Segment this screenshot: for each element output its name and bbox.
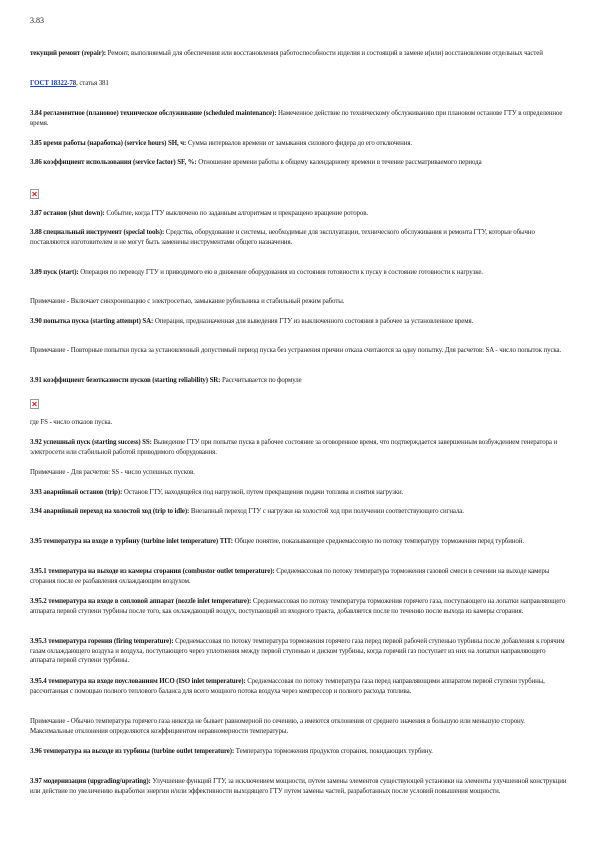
term-paragraph-repair [30, 49, 568, 59]
term-label: 3.95.3 температура горения (firing temperature): [30, 638, 174, 645]
term-definition: Сумма интервалов времени от замыкания силового фидера до его отключения. [186, 140, 413, 147]
term-paragraph-3-96 [30, 747, 568, 757]
term-definition: Улучшение функций ГТУ, за исключением мощности, путем замены элементов существующей установки на элементы улучшенной конструкции или действие по увеличению выработки энергии и/или эффективности выходящего ГТУ путем замены частей, разработанных после условий повышения мощности. [30, 778, 567, 795]
term-paragraph-3-89 [30, 268, 568, 278]
term-label: 3.95.2 температура на входе в сопловой аппарат (nozzle inlet temperature): [30, 598, 252, 605]
term-paragraph-3-94 [30, 507, 568, 517]
term-definition: Рассчитывается по формуле [220, 377, 302, 384]
term-paragraph-3-95 [30, 537, 568, 547]
note-text: Примечание - Для расчетов: SS - число успешных пусков. [30, 469, 195, 476]
term-paragraph-3-88 [30, 228, 568, 247]
broken-image-icon [30, 399, 39, 409]
term-paragraph-3-90 [30, 317, 568, 327]
note-text: Примечание - Повторные попытки пуска за установленный допустимый период пуска без устранения причин отказа считаются за одну попытку. Для расчетов: SA - число попыток пуска. [30, 347, 562, 354]
term-label: 3.87 останов (shut down): [30, 210, 105, 217]
term-paragraph-3-85 [30, 139, 568, 149]
term-paragraph-3-92 [30, 438, 568, 457]
term-definition: Температура торможения продуктов сгорания, покидающих турбину. [234, 748, 433, 755]
broken-image-icon [30, 189, 39, 199]
term-paragraph-3-95-1 [30, 567, 568, 586]
legend-text: где FS - число отказов пуска. [30, 419, 113, 426]
term-label: 3.89 пуск (start): [30, 269, 79, 276]
term-label: 3.84 регламентное (плановое) техническое обслуживание (scheduled maintenance): [30, 110, 277, 117]
term-label: 3.90 попытка пуска (starting attempt) SA: [30, 318, 154, 325]
term-definition: Ремонт, выполняемый для обеспечения или восстановления работоспособности изделия и состоящий в замене и(или) восстановлении отдельных частей [105, 50, 543, 57]
source-article: , статья 381 [76, 80, 109, 87]
term-definition: Операция, предназначенная для выведения ГТУ из выключенного состояния в рабочее за установленное время. [153, 318, 474, 325]
term-definition: Внезапный переход ГТУ с нагрузки на холостой ход при получении соответствующего сигнала. [189, 508, 464, 515]
term-label: 3.86 коэффициент использования (service factor) SF, %: [30, 159, 197, 166]
term-paragraph-3-95-4 [30, 677, 568, 696]
term-definition: Средства, оборудование и системы, необходимые для эксплуатации, технического обслуживания и ремонта ГТУ, которые обычно поставляются изготовителем и не могут быть заменены инструментами общего назначения. [30, 229, 535, 246]
term-label: 3.85 время работы (наработка) (service hours) SH, ч: [30, 140, 187, 147]
note-text: Примечание - Обычно температура горячего газа никогда не бывает равномерной по сечению, а имеются отклонения от среднего значения в большую или меньшую сторону. Максимальные отклонения определяются коэффициентом неравномерности температуры. [30, 718, 525, 735]
term-paragraph-3-93 [30, 488, 568, 498]
term-paragraph-3-87 [30, 209, 568, 219]
term-definition: Останов ГТУ, находящейся под нагрузкой, путем прекращения подачи топлива и снятия нагрузки. [122, 489, 404, 496]
term-definition: Среднемассовая по потоку температура торможения горячего газа, поступающего на лопатки направляющего аппарата первой ступени турбины после того, как охлаждающий воздух, поступающий из входного тракта, добавляется после по течению после выхода из камеры сгорания. [30, 598, 566, 615]
page-number: 3.83 [30, 16, 44, 25]
note-paragraph [30, 346, 568, 356]
gost-link[interactable]: ГОСТ 18322-78 [30, 80, 77, 87]
source-reference [30, 79, 568, 89]
term-definition: Событие, когда ГТУ выключено по заданным алгоритмам и прекращено вращение роторов. [104, 210, 369, 217]
formula-legend [30, 418, 568, 428]
term-paragraph-3-95-3 [30, 637, 568, 666]
term-definition: Среднемассовая по потоку температура газа перед направляющими аппаратом первой ступени турбины, рассчитанная с помощью полного теплового баланса для всего мощного потока воздуха через компрессор и полного расхода топлива. [30, 678, 545, 695]
term-paragraph-3-97 [30, 777, 568, 796]
term-label: 3.94 аварийный переход на холостой ход (trip to idle): [30, 508, 190, 515]
term-paragraph-3-86 [30, 158, 568, 168]
term-definition: Среднемассовая по потоку температура торможения горячего газа перед первой рабочей ступенью турбины после добавления к горячим газам охлаждающего воздуха и воздуха, поступающего через уплотнения между первой ступенью и диском турбины, когда горячий газ поступает из них на лопатки направляющего аппарата первой ступени турбины. [30, 638, 565, 665]
term-definition: Общее понятие, показывающее среднемассовую по потоку температуру торможения перед турбиной. [232, 538, 524, 545]
term-paragraph-3-91 [30, 376, 568, 386]
term-label: 3.95 температура на входе в турбину (turbine inlet temperature) TIT: [30, 538, 233, 545]
term-definition: Среднемассовая по потоку температура торможения газовой смеси в сечении на выходе камеры сгорания после ее разбавления охлаждающим воздухом. [30, 568, 550, 585]
term-label: 3.97 модернизация (upgrading/uprating): [30, 778, 151, 785]
term-paragraph-3-95-2 [30, 597, 568, 616]
term-label: 3.91 коэффициент безотказности пусков (starting reliability) SR: [30, 377, 221, 384]
note-paragraph [30, 717, 568, 736]
term-label: 3.96 температура на выходе из турбины (turbine outlet temperature): [30, 748, 235, 755]
term-definition: Намеченное действие по техническому обслуживанию при плановом останове ГТУ в определенное время. [30, 110, 563, 127]
term-label: 3.93 аварийный останов (trip): [30, 489, 123, 496]
term-label: 3.88 специальный инструмент (special tools): [30, 229, 165, 236]
term-label: 3.95.4 температура на входе поуслованиям ИСО (ISO inlet temperature): [30, 678, 246, 685]
note-paragraph [30, 297, 568, 307]
note-paragraph [30, 468, 568, 478]
note-text: Примечание - Включает синхронизацию с электросетью, замыкание рубильника и стабильный режим работы. [30, 298, 345, 305]
term-definition: Операция по переводу ГТУ и приводимого ею в движение оборудования из состояния готовности к пуску в состояние готовности к нагрузке. [78, 269, 483, 276]
term-label: текущий ремонт (repair): [30, 50, 106, 57]
term-definition: Выведение ГТУ при попытке пуска в рабочее состояние за оговоренное время, что подтверждается завершенным возбуждением генератора и электросети или стабильной работой приводимого оборудования. [30, 439, 558, 456]
term-label: 3.92 успешный пуск (starting success) SS: [30, 439, 152, 446]
term-definition: Отношение времени работы к общему календарному времени в течение рассматриваемого периода [196, 159, 482, 166]
term-paragraph-3-84 [30, 109, 568, 128]
term-label: 3.95.1 температура на выходе из камеры сгорания (combustor outlet temperature): [30, 568, 275, 575]
